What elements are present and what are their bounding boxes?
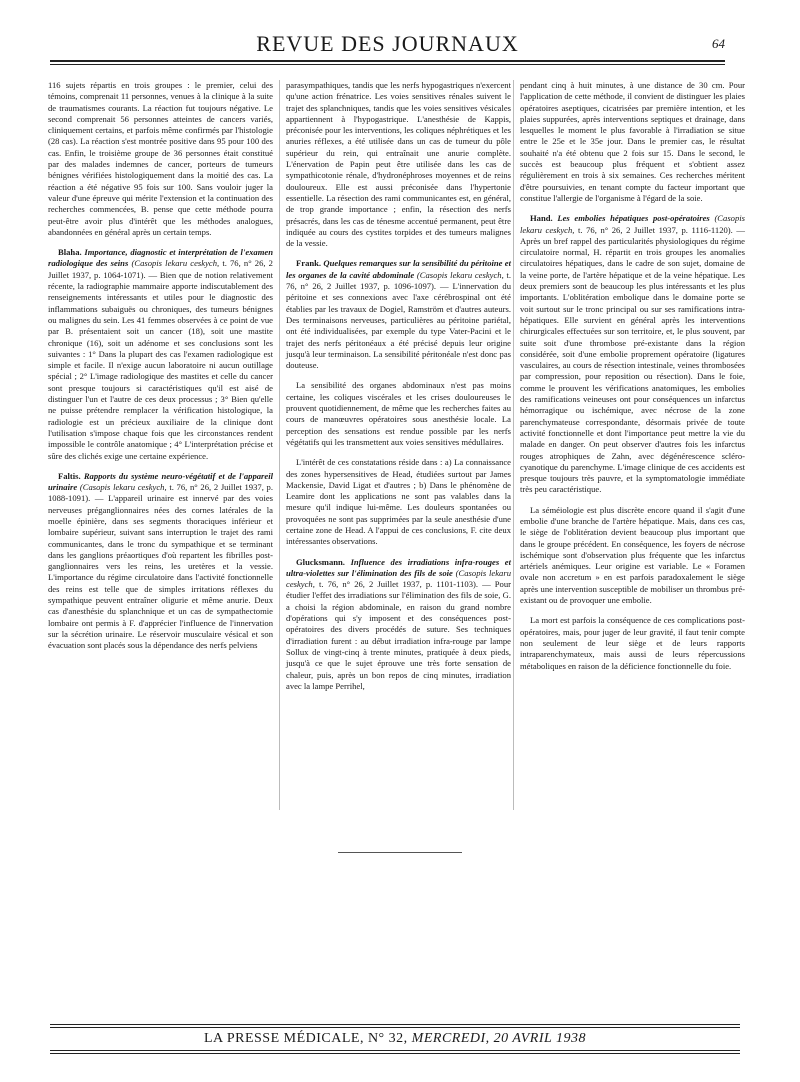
- column-divider: [513, 80, 514, 810]
- header-rule: [50, 60, 725, 62]
- journal-citation: (Casopis lekaru ceskych,: [79, 482, 167, 493]
- article-faltis: [48, 471, 273, 652]
- article-author: Faltis.: [58, 470, 81, 481]
- article-title: Rapports du système neuro-végétatif et de l'appareil urinaire: [48, 470, 273, 493]
- paragraph: La séméiologie est plus discrète encore quand il s'agit d'une embolie d'une branche de l'artère hépatique. Mais, dans ces cas, le siège de l'oblitération devient beaucoup plus important que dans le groupe précédent. En conséquence, les foyers de nécrose ischémique sont d'observation plus fréquente que les infarctus artériels anémiques. Leur origine est variable. Le « Foramen ovale non accretum » en est parfois paradoxalement le siège après une intervention susceptible de mobiliser un thrombus pré-existant ou de provoquer une embolie.: [520, 504, 745, 606]
- journal-title: REVUE DES JOURNAUX: [256, 31, 519, 56]
- article-title: Quelques remarques sur la sensibilité du péritoine et les organes de la cavité abdominale: [286, 258, 511, 280]
- journal-citation: (Casopis lekaru ceskych,: [286, 567, 511, 590]
- page-header: [50, 30, 725, 70]
- paragraph: parasympathiques, tandis que les nerfs hypogastriques n'exercent qu'une action frénatrice. Les voies sensitives rénales suivent le trajet des splanchniques, tandis que les voies sensitives vésicales appartiennent à l'hypogastrique. L'anesthésie de Kappis, préconisée pour les interventions, les coliques néphrétiques et les anuries réflexes, a été utilisée dans un cas de tumeur du pôle supérieur du rein, qui entraînait une anurie complète. L'énervation de Papin peut être utilisée dans les cas de sympathicotonie rénale, d'hydronéphroses moyennes et de reins douloureux. Elle est aussi préconisée dans l'hypertonie essentielle. La résection des rami communicantes est, en général, de trop grande importance ; enfin, la résection des nerfs présacrés, dans les cas de ténesme accentué permanent, peut être indiquée au cours des cystites torpides et des tumeurs malignes de la vessie.: [286, 80, 511, 249]
- paragraph: 116 sujets répartis en trois groupes : le premier, celui des témoins, comprenait 11 personnes, venues à la clinique à la suite de traumatismes courants. La réaction fut toujours négative. Le second comprenait 56 personnes atteintes de cancers variés, cliniquement certains, et parfois même confirmés par l'histologie (28 cas). La réaction s'est montrée positive dans 95 pour 100 des cas. Enfin, le troisième groupe de 36 personnes était constitué par des malades indemnes de cancer, porteurs de tumeurs bénignes vérifiées histologiquement dans la moitié des cas. La réaction a été négative 95 fois sur 100. Sans vouloir juger la valeur d'une épreuve qui mérite l'extension et la continuation des recherches commencées, B. pense que cette méthode pourra peut-être avoir plus d'intérêt que les méthodes analogues, abandonnées en général après un certain temps.: [48, 80, 273, 237]
- section-end-rule: [338, 852, 462, 853]
- footer-rule: [50, 1050, 740, 1051]
- article-title: Les embolies hépatiques post-opératoires: [557, 213, 710, 224]
- journal-citation: (Casopis lekaru ceskych,: [416, 269, 504, 280]
- footer-rule: [50, 1027, 740, 1028]
- paragraph: pendant cinq à huit minutes, à une distance de 30 cm. Pour l'application de cette méthode, il convient de distinguer les plaies opératoires aseptiques, cicatrisées par première intention, et les plaies suppurées, après interventions septiques et drainage, dans lesquelles le moment le plus favorable à l'irradiation se situe entre le 25e et le 35e jour. Dans le premier cas, le résultat souhaité n'a été obtenu que 2 fois sur 15. Dans le second, le succès est beaucoup plus fréquent et s'obtient assez régulièrement en trois à six semaines. Ces recherches méritent d'être poursuivies, en tenant compte du facteur important que constitue l'allergie de l'organisme à l'égard de la soie.: [520, 80, 745, 203]
- paragraph: La mort est parfois la conséquence de ces complications post-opératoires, mais, pour juger de leur gravité, il faut tenir compte non seulement de leur siège et de leurs rapports intraparenchymateux, mais aussi de leurs répercussions métaboliques en raison de la déficience fonctionnelle du foie.: [520, 615, 745, 671]
- article-glucksmann: [286, 557, 511, 693]
- article-author: Hand.: [530, 213, 553, 224]
- paragraph: L'intérêt de ces constatations réside dans : a) La connaissance des zones hypersensitives de Head, étudiées surtout par James Mackensie, David Ligat et d'autres ; b) Dans le phénomène de Leamire dont les applications ne sont pas valables dans la mesure qu'il indique lui-même. Les douleurs spontanées ou provoquées ne sont pas supprimées par la seule anesthésie d'une certaine zone de Head. A l'appui de ces conclusions, F. cite deux intéressantes observations.: [286, 457, 511, 547]
- article-text: — Après un bref rappel des particularités physiologiques du régime circulatoire normal, H. répartit en trois groupes les anomalies circulatoires hépatiques, dans le cadre de son sujet, domaine de la veine porte, de l'artère hépatique et de la veine hépatique. Les deux premiers sont de beaucoup les plus intéressants et les plus importants. L'oblitération embolique dans le domaine porte se voit surtout sur le tronc principal ou sur ses ramifications intra-hépatiques. Elle survient en général après les interventions chirurgicales effectuées sur son territoire, et, le plus souvent, par suite soit d'une thrombose pré-existante dans la région considérée, soit d'une embolie proprement opératoire (ligatures vasculaires, au cours de résection intestinale, veines thrombosées par compression, pour reposition ou résection). Dans le foie, comme le prouvent les vérifications anatomiques, les embolies des ramifications veineuses ont pour conséquences un infarctus hémorragique ou ischémique, avec nécrose de la zone parenchymateuse correspondante, désormais privée de toute activité fonctionnelle et dont l'importance peut mettre la vie du malade en danger. On peut observer d'autres fois les infarctus rouges atrophiques de Zahn, avec dégénérescence scléro-cyanotique du parenchyme. L'image clinique de ces accidents est presque toujours très pauvre, et la symptomatologie immédiate très peu caractéristique.: [520, 224, 745, 495]
- footer-date: MERCREDI, 20 AVRIL 1938: [411, 1031, 587, 1046]
- article-title: Importance, diagnostic et interprétation de l'examen radiologique des seins: [48, 247, 273, 269]
- citation-reference: t. 76, n° 26, 2 Juillet 1937, p. 1096-1097).: [286, 269, 512, 292]
- article-author: Frank.: [296, 258, 322, 269]
- journal-citation: (Casopis lekaru ceskych,: [520, 213, 745, 235]
- article-text: — Bien que de notion relativement récente, la radiographie mammaire apporte indiscutablement des renseignements intéressants et utiles pour le diagnostic des inflammations subaiguës ou chroniques, des tumeurs bénignes ou malignes du sein. Les 41 femmes observées à ce point de vue par B. présentaient soit un cancer (18), soit une mastite chronique (16), soit un adénome et ses conclusions sont les suivantes : 1° Dans la plupart des cas l'examen radiologique est simple et facile. Il n'exige aucun laboratoire ni aucun outillage spécial ; 2° L'image radiologique des mastites et celle du cancer sont presque toujours si caractéristiques qu'il est aisé de distinguer l'un et l'autre de ces deux processus ; 3° Bien qu'elle ne puisse prétendre remplacer la vérification histologique, la radiologie est un précieux auxiliaire de la clinique dont l'utilisation s'impose chaque fois que les circonstances rendent impossible le contrôle anatomique ; 4° L'interprétation précise et sûre des clichés exige une certaine expérience.: [48, 269, 273, 461]
- footer-journal: LA PRESSE MÉDICALE, N° 32,: [203, 1031, 408, 1046]
- header-rule-thin: [50, 64, 725, 65]
- article-text: — L'innervation du péritoine et ses connexions avec l'axe cérébrospinal ont été établies par les travaux de Dogiel, Ramström et d'autres auteurs. Des terminaisons nerveuses, particulières au péritoine pariétal, ont été individualisées, par exemple du type Vater-Pacini et le trajet des nerfs péritonéaux a été précisé depuis leur origine jusqu'à leur terminaison. La sensibilité péritonéale n'est donc pas douteuse.: [286, 281, 512, 371]
- article-title: Influence des irradiations infra-rouges et ultra-violettes sur l'élimination des fils de soie: [286, 556, 511, 578]
- article-text: — Pour étudier l'effet des irradiations sur l'élimination des fils de soie, G. a choisi la région abdominale, en raison du grand nombre d'opérations qui s'y imposent et des conséquences post-opératoires des divers procédés de suture. Ses techniques d'irradiation furent : au début irradiation infra-rouge par lampe Sollux de vingt-cinq à trente minutes, pratiquée à deux pieds, jusqu'à ce que le sujet éprouve une très forte sensation de chaleur, puis, après un bon repos de cinq minutes, irradiation avec la lampe Perrihel,: [286, 579, 511, 691]
- article-author: Blaha.: [58, 247, 82, 258]
- citation-reference: t. 76, n° 26, 2 Juillet 1937, p. 1088-1091).: [48, 482, 273, 504]
- paragraph: La sensibilité des organes abdominaux n'est pas moins certaine, les coliques viscérales et les crises douloureuses le prouvent quotidiennement, de même que les recherches faites au cours de manœuvres opératoires sous anesthésie locale. La perception des sensations est rendue possible par les nerfs végétatifs qui les transmettent aux voies sensitives médullaires.: [286, 380, 511, 447]
- citation-reference: t. 76, n° 26, 2 Juillet 1937, p. 1116-1120).: [578, 224, 733, 235]
- column-divider: [279, 80, 280, 810]
- article-author: Glucksmann.: [296, 556, 345, 567]
- article-hand: [520, 213, 745, 495]
- column-left: [48, 80, 273, 661]
- citation-reference: t. 76, n° 26, 2 Juillet 1937, p. 1101-1103).: [318, 579, 478, 590]
- citation-reference: t. 76, n° 26, 2 Juillet 1937, p. 1064-1071).: [48, 258, 273, 280]
- page-number: 64: [712, 36, 725, 51]
- footer-text: [50, 1031, 740, 1047]
- page-footer: [50, 1024, 740, 1054]
- footer-rule: [50, 1053, 740, 1054]
- article-blaha: [48, 247, 273, 462]
- column-middle: [286, 80, 511, 701]
- column-right: [520, 80, 745, 681]
- footer-rule: [50, 1024, 740, 1025]
- journal-citation: (Casopis lekaru ceskych,: [131, 258, 220, 269]
- article-text: — L'appareil urinaire est innervé par des voies nerveuses préganglionnaires nées des cornes latérales de la moelle épinière, dans ses segments thoraciques inférieur et lombaire supérieur, suivant sans interruption le trajet des rami communicantes, dans le tronc du sympathique et se terminant dans les ganglions préaortiques d'où repartent les fibrilles post-ganglionnaires vers les reins, les uretères et la vessie. L'importance du régime circulatoire dans l'activité fonctionnelle des reins est telle que de simples irritations réflexes du sympathique peuvent entraîner oligurie et même anurie. Deux cas d'anesthésie du splanchnique et un cas de sympathectomie lombaire ont permis à F. d'apprécier l'influence de l'innervation sur la sécrétion urinaire. Le réservoir musculaire vésical et son évacuation sont placés sous la dépendance des nerfs pelviens: [48, 493, 273, 651]
- article-frank: [286, 258, 511, 371]
